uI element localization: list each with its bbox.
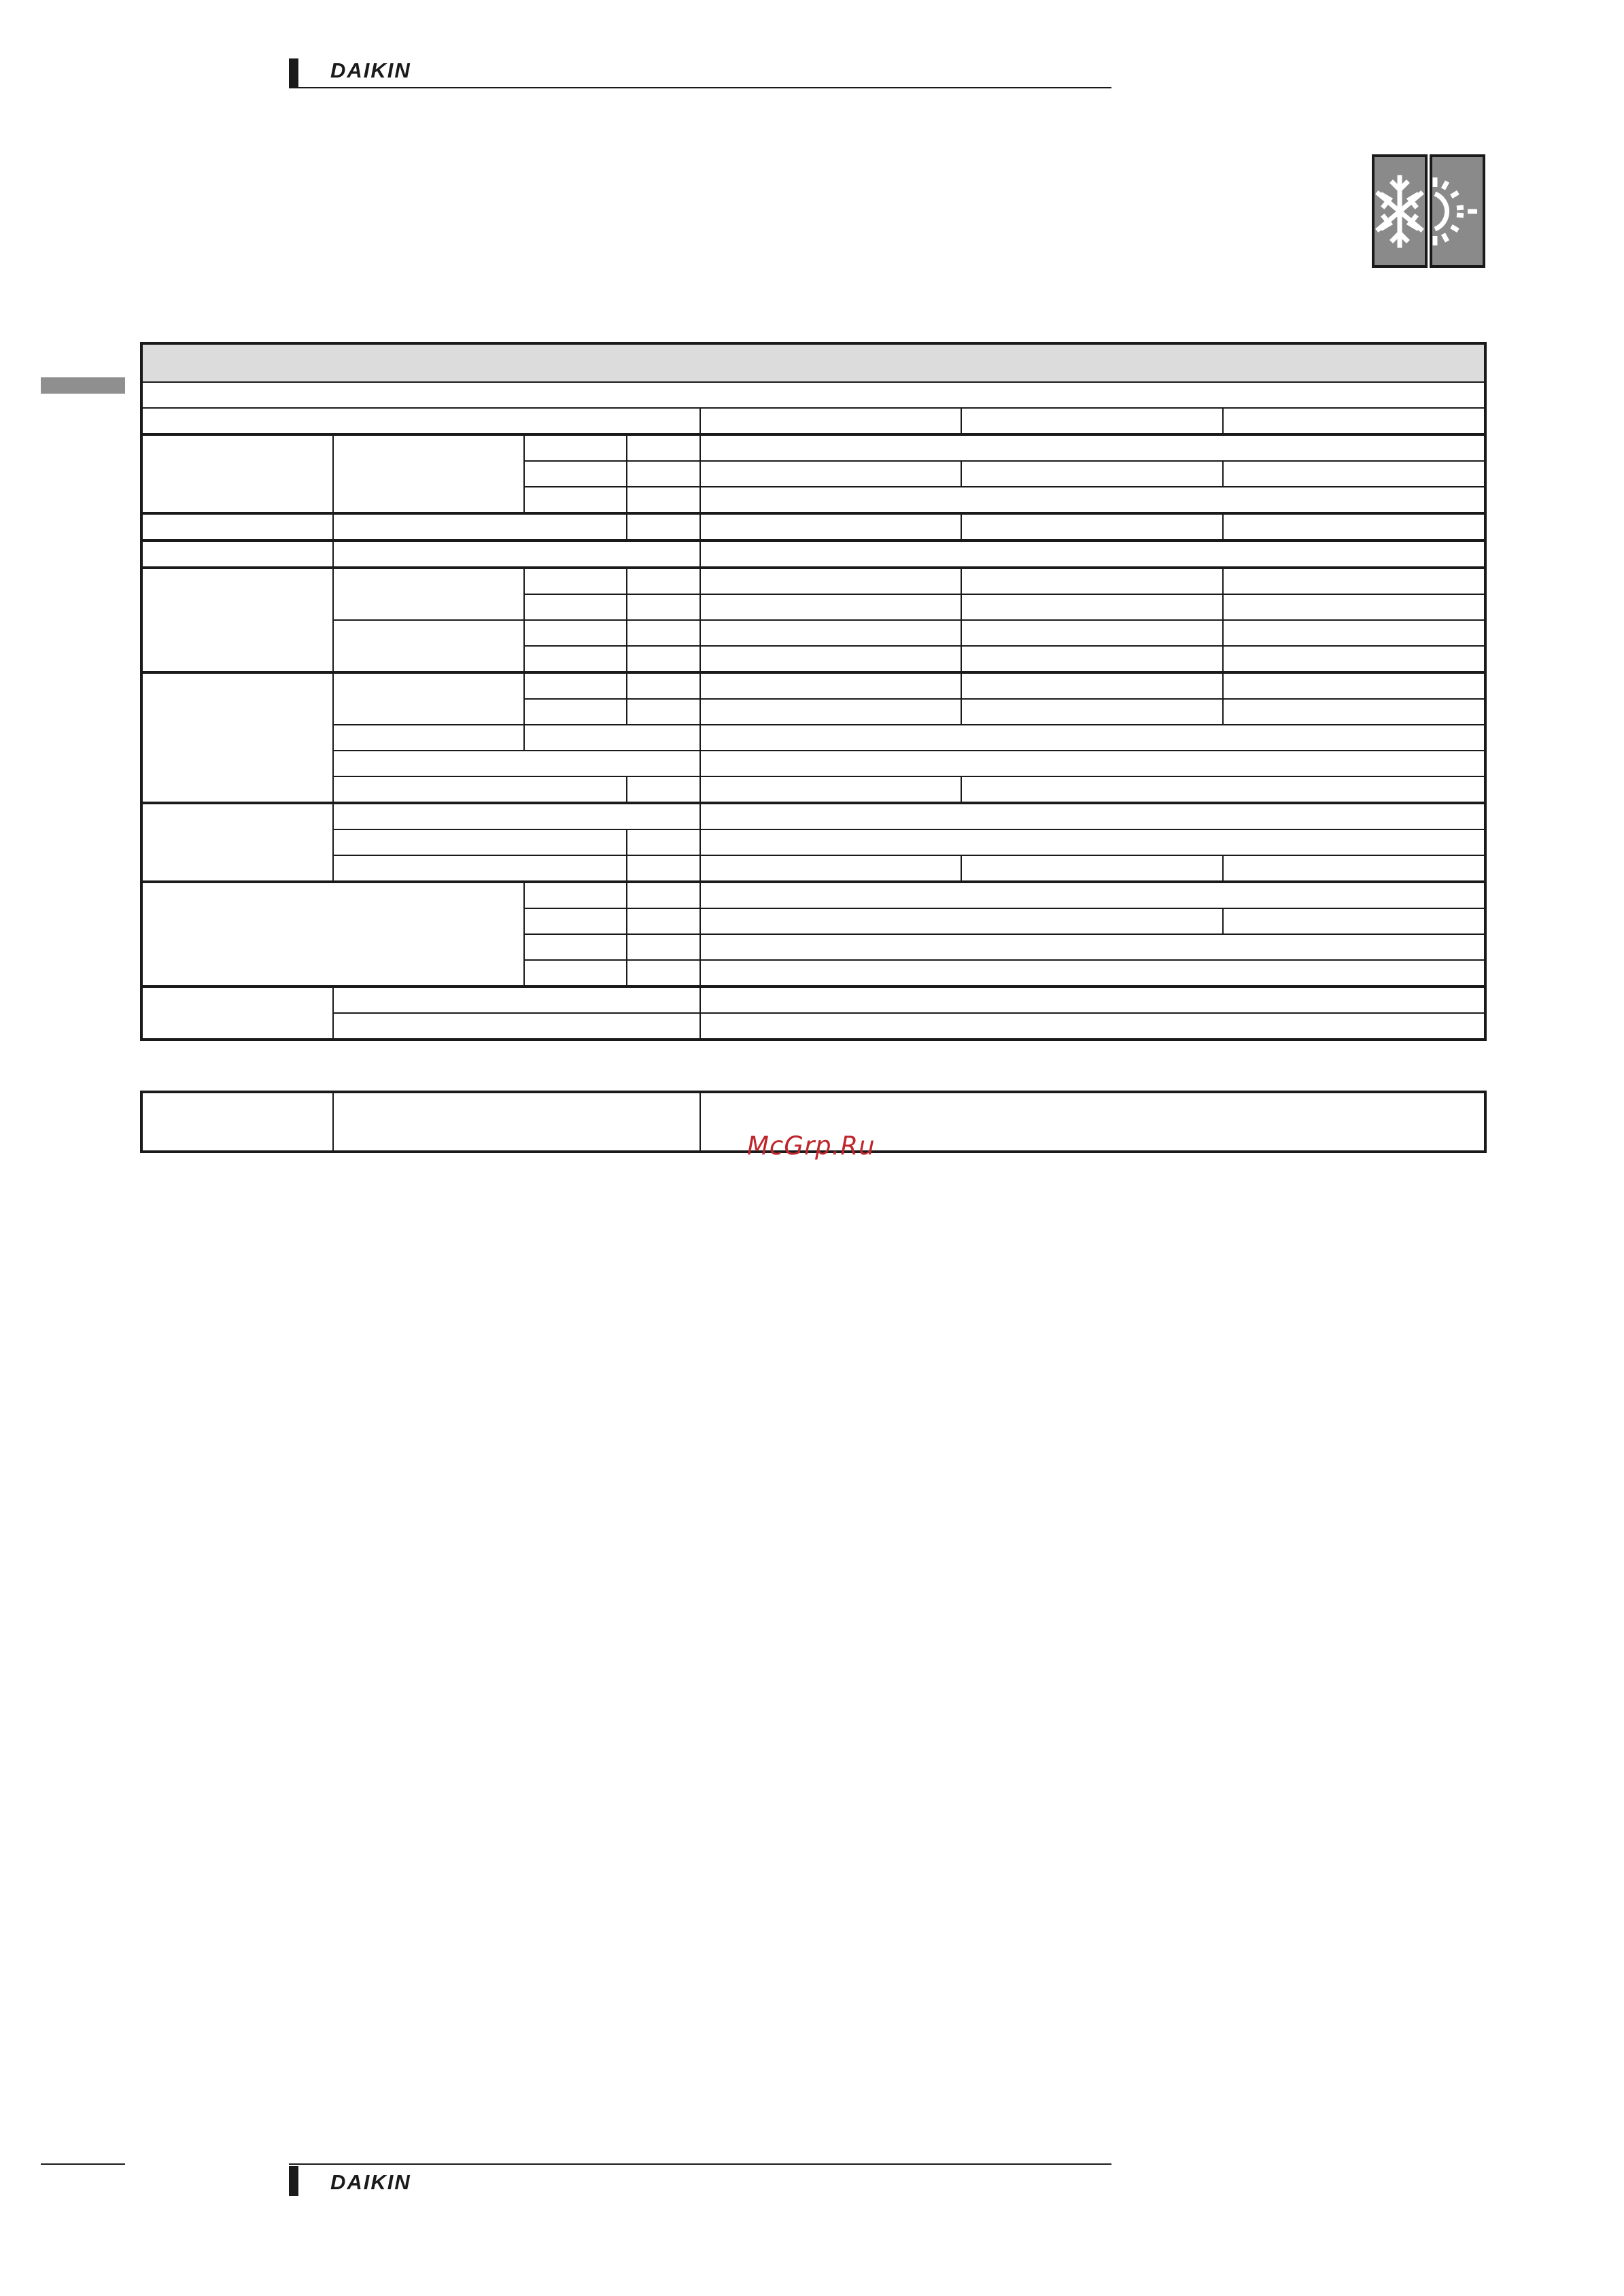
table-cell — [627, 829, 700, 855]
table-cell — [961, 620, 1223, 646]
table-cell — [700, 855, 961, 882]
table-cell — [627, 960, 700, 987]
table-row — [141, 382, 1485, 408]
table-cell — [524, 646, 627, 672]
table-cell — [627, 672, 700, 699]
table-cell — [333, 1013, 700, 1040]
table-cell — [961, 646, 1223, 672]
table-cell — [700, 725, 1485, 751]
table-cell — [700, 461, 961, 487]
table-cell — [700, 960, 1485, 987]
table-row — [141, 1013, 1485, 1040]
table-cell — [700, 908, 1223, 934]
footer-logo: DAIKIN — [330, 2170, 411, 2194]
table-cell — [1223, 699, 1485, 725]
table-cell — [1223, 908, 1485, 934]
table-cell — [333, 829, 627, 855]
table-cell — [333, 541, 700, 568]
table-cell — [333, 620, 524, 672]
table-cell — [524, 620, 627, 646]
table-cell — [961, 672, 1223, 699]
table-cell — [141, 1092, 333, 1152]
table-cell — [961, 776, 1485, 803]
table-cell — [627, 568, 700, 594]
table-row — [141, 829, 1485, 855]
table-cell — [141, 541, 333, 568]
table-row — [141, 776, 1485, 803]
table-row — [141, 803, 1485, 829]
table-cell — [700, 672, 961, 699]
table-cell — [961, 461, 1223, 487]
table-cell — [961, 568, 1223, 594]
sun-icon — [1432, 157, 1483, 265]
table-cell — [1223, 672, 1485, 699]
table-subtitle-cell — [141, 382, 1485, 408]
snowflake-icon — [1375, 157, 1425, 265]
table-cell — [141, 434, 333, 513]
table-cell — [1223, 461, 1485, 487]
table-cell — [333, 725, 524, 751]
watermark-text: McGrp.Ru — [747, 1131, 876, 1161]
table-cell — [627, 855, 700, 882]
table-cell — [1223, 568, 1485, 594]
table-cell — [141, 987, 333, 1040]
table-cell — [141, 568, 333, 672]
table-cell — [627, 699, 700, 725]
table-row — [141, 855, 1485, 882]
table-cell — [141, 513, 333, 541]
table-cell — [524, 434, 627, 461]
table-cell — [700, 487, 1485, 513]
table-cell — [524, 461, 627, 487]
table-cell — [700, 594, 961, 620]
table-cell — [524, 725, 700, 751]
table-cell — [333, 855, 627, 882]
table-cell — [627, 461, 700, 487]
table-cell — [524, 699, 627, 725]
table-cell — [700, 513, 961, 541]
table-cell — [1223, 513, 1485, 541]
table-cell — [524, 960, 627, 987]
cooling-panel — [1372, 154, 1428, 268]
footer-left-rule — [41, 2163, 125, 2165]
heat-pump-icon — [1372, 154, 1485, 268]
footer-brand-mark — [289, 2166, 298, 2196]
table-cell — [1223, 594, 1485, 620]
table-cell — [627, 882, 700, 908]
table-cell — [700, 408, 961, 434]
table-row — [141, 513, 1485, 541]
table-cell — [627, 646, 700, 672]
specifications-table — [140, 342, 1487, 1041]
table-row — [141, 751, 1485, 776]
table-cell — [1223, 408, 1485, 434]
table-cell — [700, 568, 961, 594]
table-cell — [700, 882, 1485, 908]
table-cell — [627, 434, 700, 461]
table-cell — [524, 672, 627, 699]
table-cell — [700, 751, 1485, 776]
table-cell — [700, 434, 1485, 461]
table-cell — [700, 646, 961, 672]
table-cell — [524, 594, 627, 620]
header-rule — [289, 87, 1111, 88]
table-cell — [700, 934, 1485, 960]
table-cell — [700, 829, 1485, 855]
table-cell — [333, 568, 524, 620]
table-cell — [700, 699, 961, 725]
table-cell — [627, 594, 700, 620]
header-brand-mark — [289, 58, 298, 88]
table-cell — [961, 699, 1223, 725]
table-cell — [141, 882, 524, 987]
table-cell — [524, 934, 627, 960]
table-cell — [333, 1092, 700, 1152]
table-cell — [1223, 646, 1485, 672]
table-row — [141, 725, 1485, 751]
table-cell — [961, 855, 1223, 882]
table-row — [141, 434, 1485, 461]
table-cell — [1223, 620, 1485, 646]
section-tab — [41, 377, 125, 394]
table-cell — [961, 594, 1223, 620]
table-cell — [333, 803, 700, 829]
heating-panel — [1430, 154, 1485, 268]
table-cell — [524, 487, 627, 513]
table-row — [141, 343, 1485, 382]
table-cell — [627, 934, 700, 960]
table-cell — [333, 672, 524, 725]
table-row — [141, 672, 1485, 699]
table-row — [141, 541, 1485, 568]
table-cell — [1223, 855, 1485, 882]
table-row — [141, 882, 1485, 908]
table-row — [141, 568, 1485, 594]
table-cell — [627, 620, 700, 646]
table-cell — [700, 1013, 1485, 1040]
table-cell — [524, 568, 627, 594]
table-cell — [333, 434, 524, 513]
table-cell — [700, 803, 1485, 829]
table-cell — [627, 513, 700, 541]
table-row — [141, 408, 1485, 434]
table-cell — [627, 776, 700, 803]
table-cell — [961, 408, 1223, 434]
table-cell — [333, 987, 700, 1013]
table-row — [141, 620, 1485, 646]
table-cell — [627, 487, 700, 513]
table-cell — [524, 908, 627, 934]
footer-rule — [289, 2163, 1111, 2165]
table-row — [141, 987, 1485, 1013]
table-cell — [524, 882, 627, 908]
table-cell — [961, 513, 1223, 541]
table-title-cell — [141, 343, 1485, 382]
table-cell — [627, 908, 700, 934]
table-cell — [141, 803, 333, 882]
table-cell — [333, 751, 700, 776]
header-logo: DAIKIN — [330, 58, 411, 82]
table-cell — [141, 408, 700, 434]
table-cell — [700, 541, 1485, 568]
table-cell — [700, 776, 961, 803]
table-cell — [333, 513, 627, 541]
table-cell — [700, 620, 961, 646]
table-cell — [141, 672, 333, 803]
table-cell — [333, 776, 627, 803]
table-cell — [700, 987, 1485, 1013]
